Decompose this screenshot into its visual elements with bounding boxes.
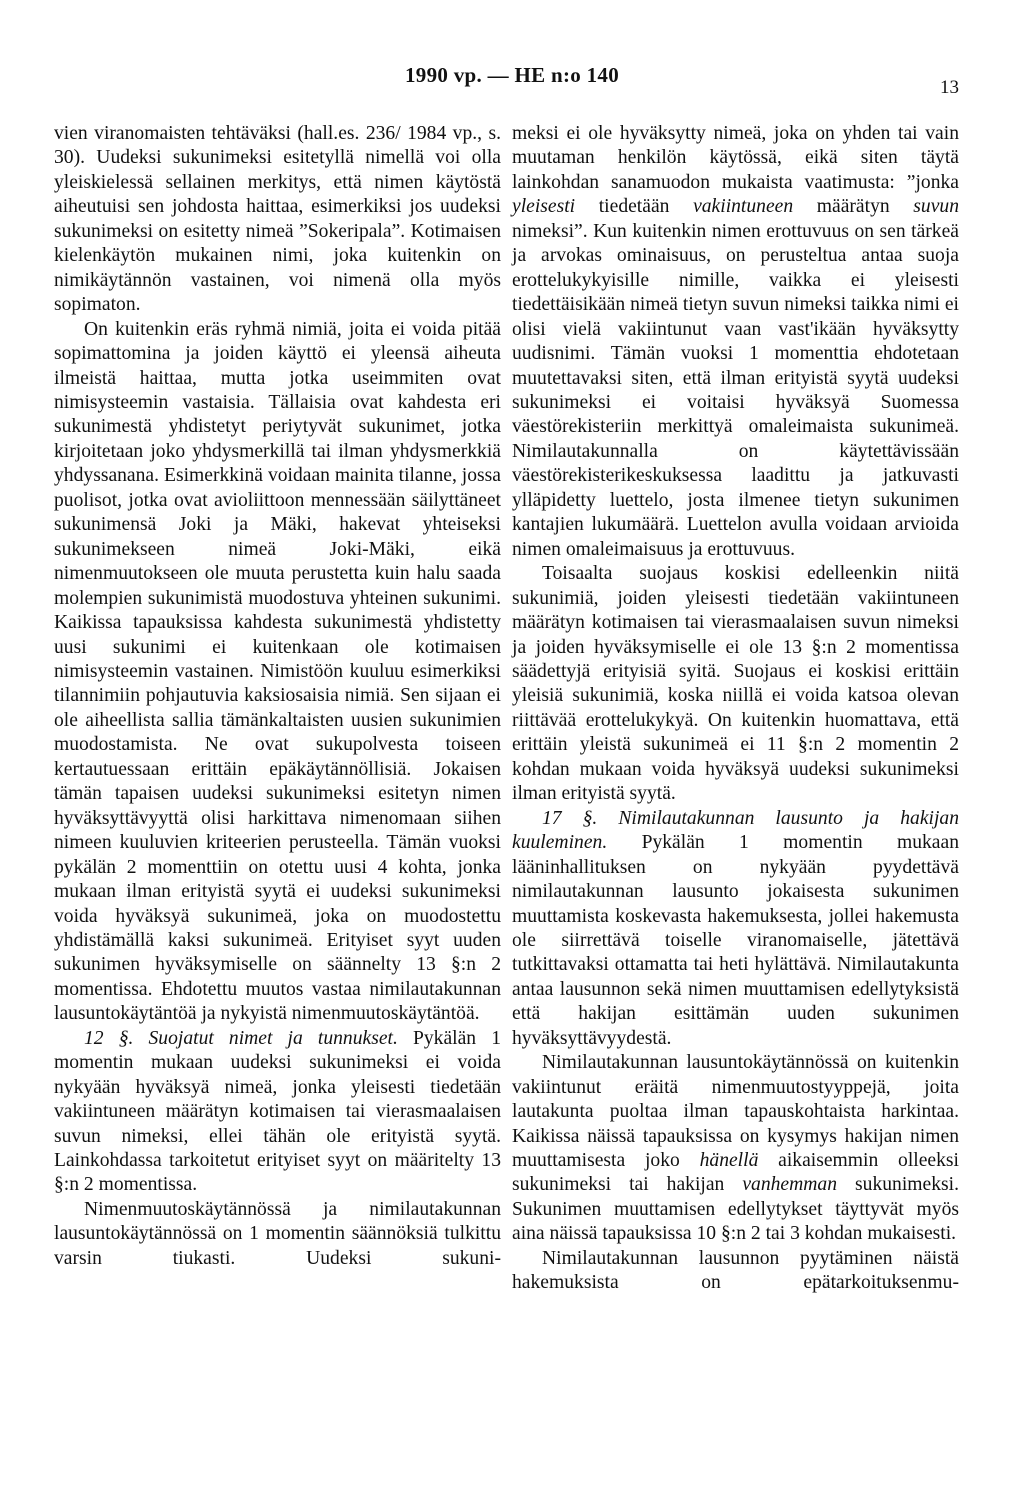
text-run: meksi ei ole hyväksytty nimeä, joka on yhden tai vain muutaman henkilön käytössä, eikä siten täytä lainkohdan sanamuodon mukaista vaatimusta: ”jonka [512, 123, 959, 193]
left-paragraph-4: Nimenmuutoskäytännössä ja nimilautakunnan lausuntokäytännössä on 1 momentin säännöksiä tulkittu varsin tiukasti. Uudeksi sukuni- [54, 1198, 501, 1269]
left-column [54, 122, 501, 1271]
text-run: aikaisemmin olleeksi sukunimeksi tai hakijan [512, 1150, 959, 1196]
page-number: 13 [940, 77, 959, 98]
text-run: määrätyn [793, 196, 914, 218]
section-17-text: Pykälän 1 momentin mukaan lääninhallituksen on nykyään pyydettävä nimilautakunnan lausunto jokaisesta sukunimen muuttamista koskevasta hakemuksesta, jollei hakemusta ole siirrettävä toiselle viranomaiselle, jätettävä tutkittavaksi ottamatta tai heti hylättävä. Nimilautakunta antaa lausunnon sekä nimen muuttamisen edellytyksistä että hakijan esittämän uuden sukunimen hyväksyttävyydestä. [512, 832, 959, 1049]
left-paragraph-1: vien viranomaisten tehtäväksi (hall.es. 236/ 1984 vp., s. 30). Uudeksi sukunimeksi esitetyllä nimellä voi olla yleiskielessä sellainen merkitys, että nimen käytöstä aiheutuisi sen johdosta haittaa, esimerkiksi jos uudeksi sukunimeksi on esitetty nimeä ”Sokeripala”. Kotimaisen kielenkäytön mukainen nimi, joka kuitenkin on nimikäytännön vastainen, voi nimenä olla myös sopimaton. [54, 123, 501, 316]
emphasis-suvun: suvun [913, 196, 959, 218]
running-header-title: 1990 vp. — HE n:o 140 [405, 63, 619, 87]
text-run: nimeksi”. Kun kuitenkin nimen erottuvuus on sen tärkeä ja arvokas ominaisuus, on perusteltua antaa suoja erottelukykyisille nimille, vaikka ei yleisesti tiedettäisikään nimeä tietyn suvun nimeksi taikka nimi ei olisi vielä vakiintunut vaan vast'ikään hyväksytty uudisnimi. Tämän vuoksi 1 momenttia ehdotetaan muutettavaksi siten, että ilman erityistä syytä uudeksi sukunimeksi ei voitaisi hyväksyä Suomessa väestörekisteriin merkittyä omaleimaista sukunimeä. Nimilautakunnalla on käytettävissään väestörekisterikeskuksessa laadittu ja jatkuvasti ylläpidetty luettelo, josta ilmenee tietyn sukunimen kantajien lukumäärä. Luettelon avulla voidaan arvioida nimen omaleimaisuus ja erottuvuus. [512, 220, 959, 560]
emphasis-yleisesti: yleisesti [512, 196, 576, 218]
right-paragraph-2: Toisaalta suojaus koskisi edelleenkin niitä sukunimiä, joiden yleisesti tiedetään vakiintuneen määrätyn kotimaisen tai vierasmaalaisen suvun nimeksi ja joiden hyväksymiselle ei ole 13 §:n 2 momentissa säädettyjä erityisiä syitä. Suojaus ei koskisi erittäin yleisiä sukunimiä, koska niillä ei voida katsoa olevan riittävää erottelukykyä. On kuitenkin huomattava, että erittäin yleistä sukunimeä ei 11 §:n 2 momentin 2 kohdan mukaan voida hyväksyä uudeksi sukunimeksi ilman erityistä syytä. [512, 563, 959, 805]
right-paragraph-3 [512, 807, 959, 1052]
section-12-heading: 12 §. Suojatut nimet ja tunnukset. [84, 1027, 398, 1049]
left-paragraph-2: On kuitenkin eräs ryhmä nimiä, joita ei voida pitää sopimattomina ja joiden käyttö ei yleensä aiheuta ilmeistä haittaa, mutta jotka useimmiten ovat nimisysteemin vastaisia. Tällaisia ovat kahdesta eri sukunimestä yhdistetyt periytyvät sukunimet, jotka kirjoitetaan joko yhdysmerkillä tai ilman yhdysmerkkiä yhdyssanana. Esimerkkinä voidaan mainita tilanne, jossa puolisot, jotka ovat avioliittoon mennessään säilyttäneet sukunimensä Joki ja Mäki, hakevat yhteiseksi sukunimekseen nimeä Joki-Mäki, eikä nimenmuutokseen ole muuta perustetta kuin halu saada molempien sukunimistä muodostuva yhteinen sukunimi. Kaikissa tapauksissa kahdesta sukunimestä yhdistetty uusi sukunimi ei kuitenkaan ole kotimaisen nimisysteemin vastainen. Nimistöön kuuluu esimerkiksi tilannimiin pohjautuvia kaksiosaisia nimiä. Sen sijaan ei ole aiheellista sallia tämänkaltaisten uusien sukunimien muodostamista. Ne ovat sukupolvesta toiseen kertautuessaan erittäin epäkäytännöllisiä. Jokaisen tämän tapaisen uudeksi sukunimeksi esitetyn nimen hyväksyttävyyttä olisi harkittava nimenomaan siihen nimeen kuuluvien kriteerien perusteella. Tämän vuoksi pykälän 2 momenttiin on otettu uusi 4 kohta, jonka mukaan ilman erityistä syytä ei uudeksi sukunimeksi voida hyväksyä sukunimeä, joka on muodostettu yhdistämällä kaksi sukunimeä. Erityiset syyt uuden sukunimen hyväksymiselle on säännelty 13 §:n 2 momentissa. Ehdotettu muutos vastaa nimilautakunnan lausuntokäytäntöä ja nykyistä nimenmuutoskäytäntöä. [54, 318, 501, 1025]
emphasis-hanella: hänellä [699, 1150, 759, 1172]
right-paragraph-4 [512, 1051, 959, 1247]
page-header [0, 63, 1024, 97]
emphasis-vakiintuneen: vakiintuneen [693, 196, 794, 218]
section-12-text: Pykälän 1 momentin mukaan uudeksi sukunimeksi ei voida nykyään hyväksyä nimeä, jonka yleisesti tiedetään vakiintuneen määrätyn kotimaisen tai vierasmaalaisen suvun nimeksi, ellei tähän ole erityistä syytä. Lainkohdassa tarkoitetut erityiset syyt on määritelty 13 §:n 2 momentissa. [54, 1027, 501, 1196]
text-run: tiedetään [575, 196, 694, 218]
right-column [512, 122, 959, 1296]
text-run: Nimilautakunnan lausuntokäytännössä on kuitenkin vakiintunut eräitä nimenmuutostyyppejä, joita lautakunta puoltaa ilman tapauskohtaista harkintaa. Kaikissa näissä tapauksissa on kysymys hakijan nimen muuttamisesta joko [512, 1052, 959, 1172]
right-paragraph-5: Nimilautakunnan lausunnon pyytäminen näistä hakemuksista on epätarkoituksenmu- [512, 1247, 959, 1294]
text-run: sukunimeksi. Sukunimen muuttamisen edellytykset täyttyvät myös aina näissä tapauksissa 10 §:n 2 tai 3 kohdan mukaisesti. [512, 1174, 959, 1245]
emphasis-vanhemman: vanhemman [742, 1174, 838, 1196]
section-17-heading: 17 §. Nimilautakunnan lausunto ja hakijan kuuleminen. [512, 807, 959, 854]
right-paragraph-1 [512, 122, 959, 562]
left-paragraph-3 [54, 1027, 501, 1198]
